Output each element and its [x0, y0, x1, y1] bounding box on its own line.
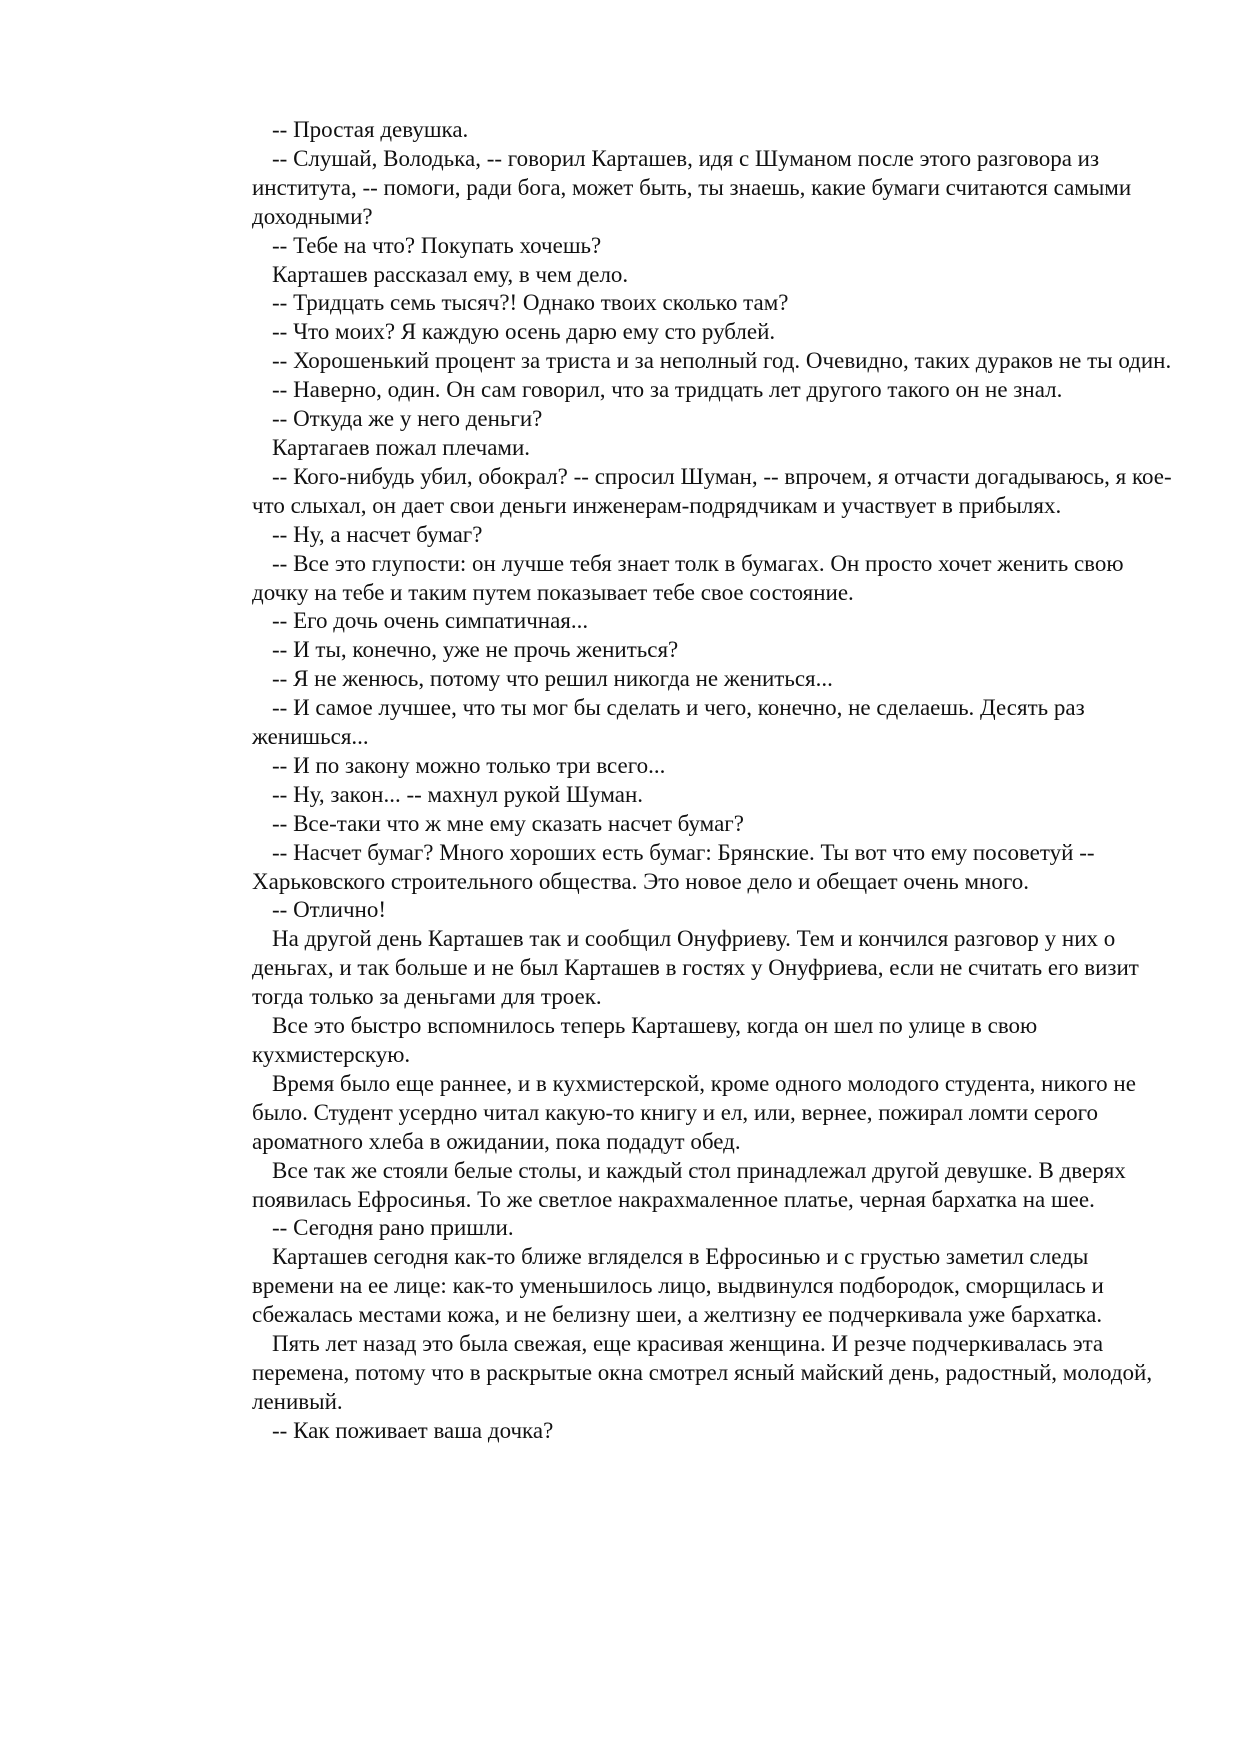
paragraph: -- Хорошенький процент за триста и за неполный год. Очевидно, таких дураков не ты один. [272, 348, 1172, 374]
paragraph: Карташев сегодня как-то ближе вгляделся в Ефросинью и с грустью заметил следы времени на ее лице: как-то уменьшилось лицо, выдвинулся подбородок, сморщилась и сбежалась местами кожа, и не белизну шеи, а желтизну ее подчеркивала уже бархатка. [252, 1244, 1104, 1328]
paragraph: -- Отлично! [272, 897, 386, 923]
paragraph: -- Простая девушка. [272, 117, 469, 142]
paragraph: -- Я не женюсь, потому что решил никогда не жениться... [272, 666, 833, 692]
paragraph: -- Как поживает ваша дочка? [272, 1417, 554, 1443]
paragraph: -- Сегодня рано пришли. [272, 1215, 514, 1241]
paragraph: Пять лет назад это была свежая, еще красивая женщина. И резче подчеркивалась эта перемена, потому что в раскрытые окна смотрел ясный майский день, радостный, молодой, ленивый. [252, 1331, 1153, 1414]
paragraph: -- Все это глупости: он лучше тебя знает толк в бумагах. Он просто хочет женить свою дочку на тебе и таким путем показывает тебе свое состояние. [252, 550, 1124, 605]
paragraph: Время было еще раннее, и в кухмистерской, кроме одного молодого студента, никого не было. Студент усердно читал какую-то книгу и ел, или, вернее, пожирал ломти серого ароматного хлеба в ожидании, пока подадут обед. [252, 1070, 1136, 1154]
paragraph: Картагаев пожал плечами. [272, 434, 531, 460]
paragraph: -- И ты, конечно, уже не прочь жениться? [272, 637, 679, 663]
paragraph: -- Тридцать семь тысяч?! Однако твоих сколько там? [272, 290, 789, 316]
paragraph: -- Откуда же у него деньги? [272, 406, 543, 432]
paragraph: -- Тебе на что? Покупать хочешь? [272, 232, 602, 258]
paragraph: -- Слушай, Володька, -- говорил Карташев, идя с Шуманом после этого разговора из института, -- помоги, ради бога, может быть, ты знаешь, какие бумаги считаются самыми доходными? [252, 145, 1132, 229]
paragraph: -- И самое лучшее, что ты мог бы сделать и чего, конечно, не сделаешь. Десять раз женишься... [252, 695, 1085, 750]
paragraph: На другой день Карташев так и сообщил Онуфриеву. Тем и кончился разговор у них о деньгах, и так больше и не был Карташев в гостях у Онуфриева, если не считать его визит тогда только за деньгами для троек. [252, 926, 1139, 1010]
paragraph: -- Насчет бумаг? Много хороших есть бумаг: Брянские. Ты вот что ему посоветуй -- Харьковского строительного общества. Это новое дело и обещает очень много. [252, 839, 1095, 894]
paragraph: -- Что моих? Я каждую осень дарю ему сто рублей. [272, 319, 776, 345]
paragraph: -- Его дочь очень симпатичная... [272, 608, 589, 634]
paragraph: -- Наверно, один. Он сам говорил, что за тридцать лет другого такого он не знал. [272, 377, 1063, 403]
paragraph: Все так же стояли белые столы, и каждый стол принадлежал другой девушке. В дверях появилась Ефросинья. То же светлое накрахмаленное платье, черная бархатка на шее. [252, 1157, 1126, 1212]
paragraph: -- Кого-нибудь убил, обокрал? -- спросил Шуман, -- впрочем, я отчасти догадываюсь, я кое-что слыхал, он дает свои деньги инженерам-подрядчикам и участвует в прибылях. [252, 463, 1172, 518]
paragraph: -- Ну, а насчет бумаг? [272, 521, 483, 547]
paragraph: -- И по закону можно только три всего... [272, 752, 666, 778]
paragraph: -- Все-таки что ж мне ему сказать насчет бумаг? [272, 810, 744, 836]
paragraph: Карташев рассказал ему, в чем дело. [272, 261, 629, 287]
document-page [252, 116, 1172, 1446]
paragraph: Все это быстро вспомнилось теперь Карташеву, когда он шел по улице в свою кухмистерскую. [252, 1013, 1038, 1067]
paragraph: -- Ну, закон... -- махнул рукой Шуман. [272, 781, 644, 807]
